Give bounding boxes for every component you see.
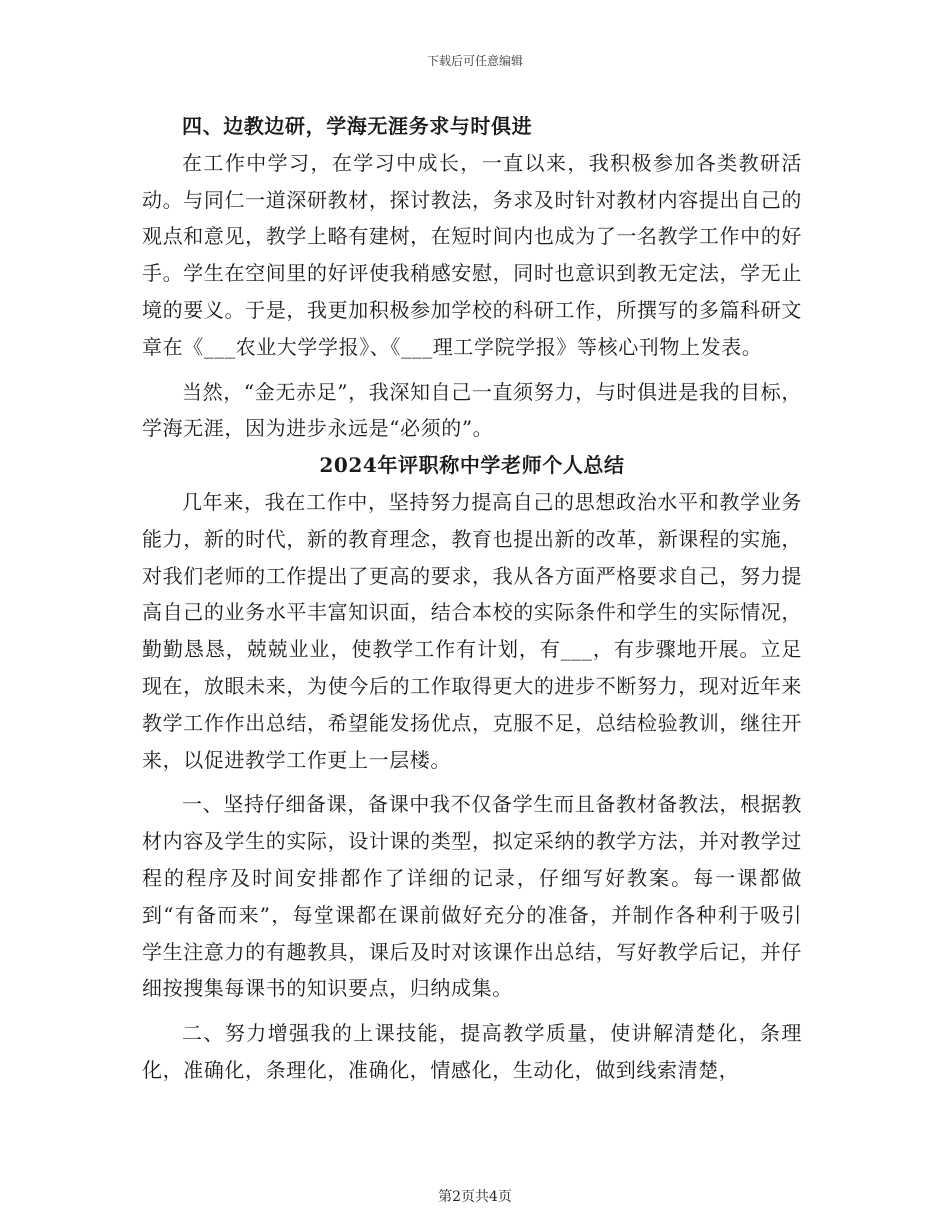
document-title: 2024年评职称中学老师个人总结	[319, 453, 625, 478]
page-number: 第2页共4页	[438, 1189, 512, 1205]
header-note: 下载后可任意编辑	[426, 54, 523, 68]
paragraph: 当然，“金无赤足”，我深知自己一直须努力，与时俱进是我的目标，学海无涯，因为进步永远是“必须的”。	[142, 379, 802, 441]
paragraph: 几年来，我在工作中，坚持努力提高自己的思想政治水平和教学业务能力，新的时代，新的教育理念，教育也提出新的改革，新课程的实施，对我们老师的工作提出了更高的要求，我从各方面严格要求自己，努力提高自己的业务水平丰富知识面，结合本校的实际条件和学生的实际情况，勤勤恳恳，兢兢业业，使教学工作有计划，有___，有步骤地开展。立足现在，放眼未来，为使今后的工作取得更大的进步不断努力，现对近年来教学工作作出总结，希望能发扬优点，克服不足，总结检验教训，继往开来，以促进教学工作更上一层楼。	[142, 489, 802, 772]
paragraph: 在工作中学习，在学习中成长，一直以来，我积极参加各类教研活动。与同仁一道深研教材，探讨教法，务求及时针对教材内容提出自己的观点和意见，教学上略有建树，在短时间内也成为了一名教学工作中的好手。学生在空间里的好评使我稍感安慰，同时也意识到教无定法，学无止境的要义。于是，我更加积极参加学校的科研工作，所撰写的多篇科研文章在《___农业大学学报》、《___理工学院学报》等核心刊物上发表。	[142, 150, 802, 359]
section-heading: 四、边教边研，学海无涯务求与时俱进	[182, 114, 533, 138]
document-body	[142, 108, 802, 1089]
paragraph: 二、努力增强我的上课技能，提高教学质量，使讲解清楚化，条理化，准确化，条理化，准确化，情感化，生动化，做到线索清楚，	[142, 1021, 802, 1082]
paragraph: 一、坚持仔细备课，备课中我不仅备学生而且备教材备教法，根据教材内容及学生的实际，设计课的类型，拟定采纳的教学方法，并对教学过程的程序及时间安排都作了详细的记录，仔细写好教案。每一课都做到“有备而来”，每堂课都在课前做好充分的准备，并制作各种利于吸引学生注意力的有趣教具，课后及时对该课作出总结，写好教学后记，并仔细按搜集每课书的知识要点，归纳成集。	[142, 792, 802, 1001]
